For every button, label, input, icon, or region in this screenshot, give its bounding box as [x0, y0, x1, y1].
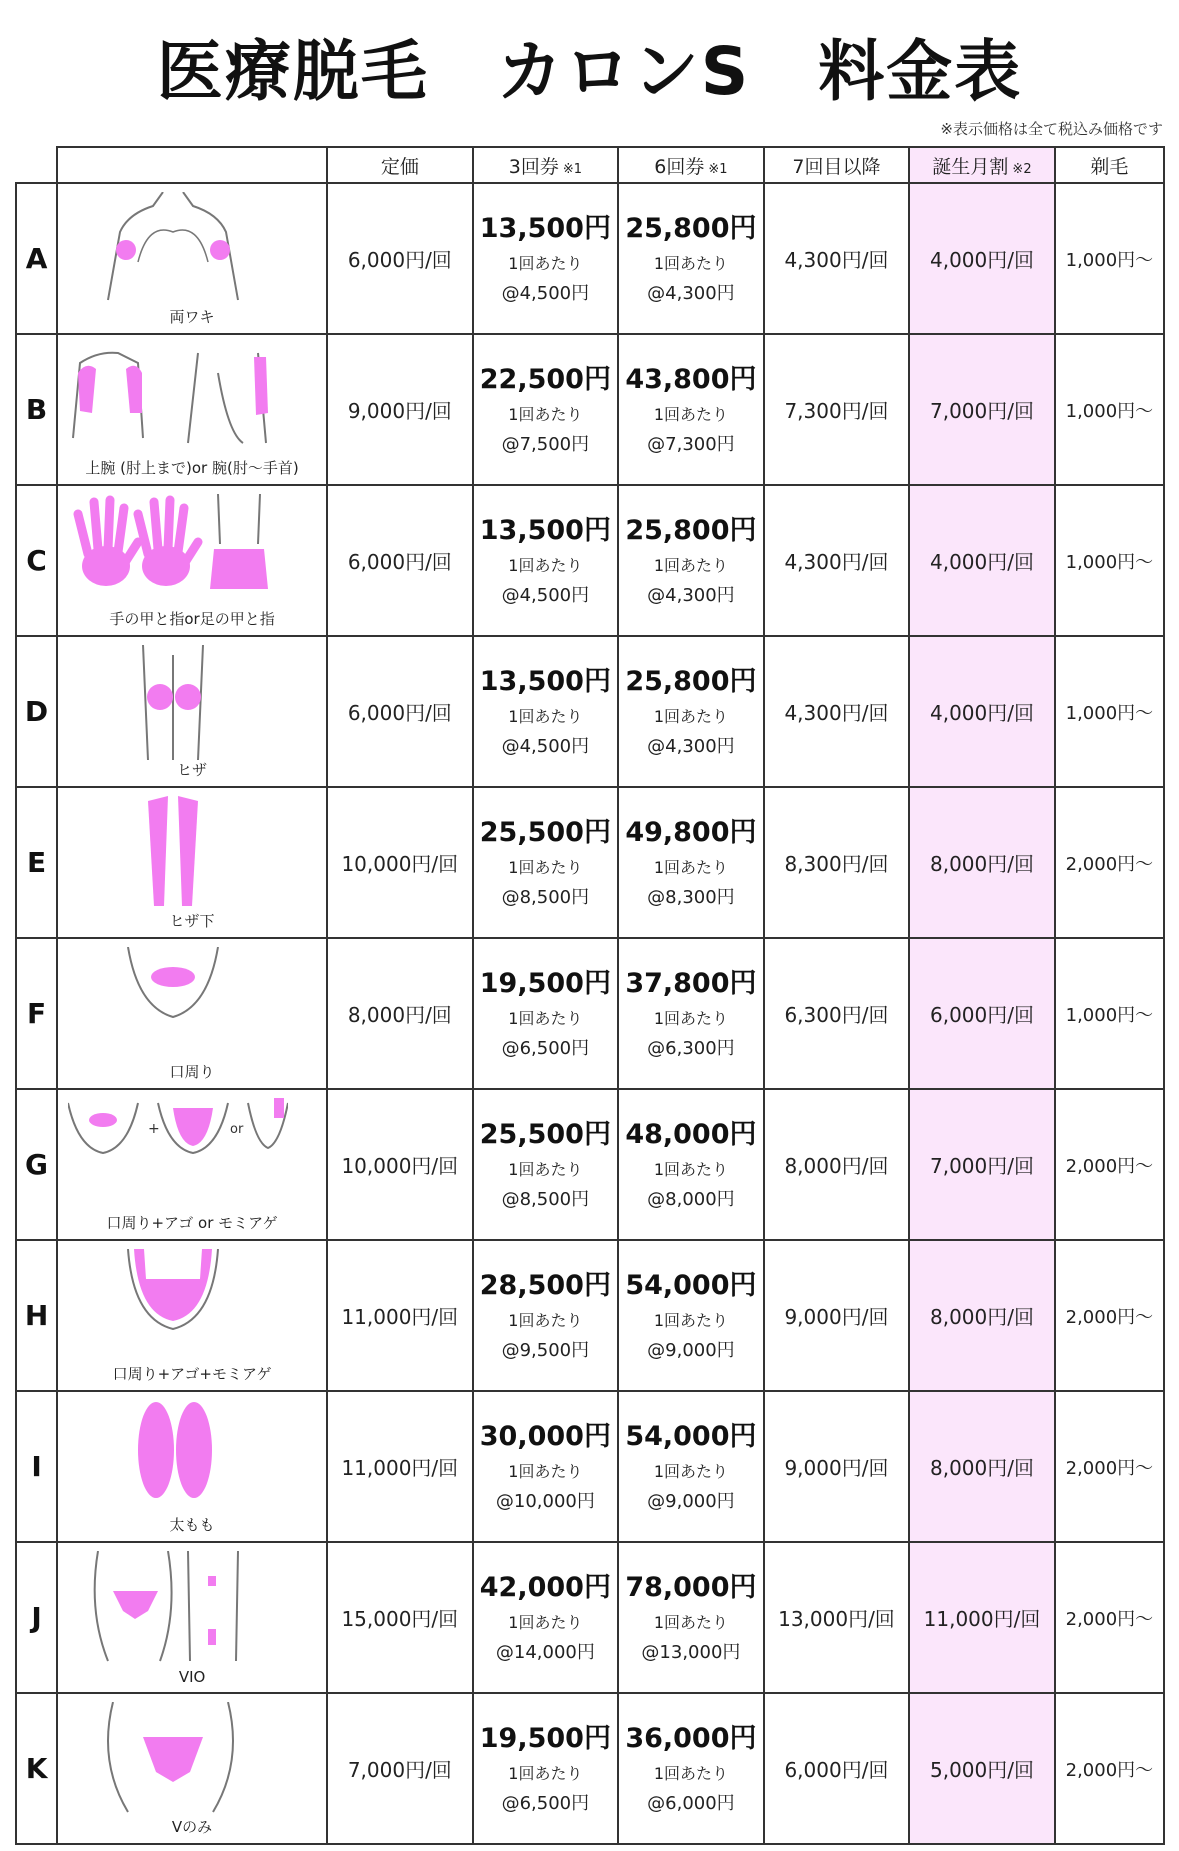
row-letter-cell	[16, 1391, 57, 1542]
six-ticket-cell	[618, 334, 764, 485]
per-session-label: 1回あたり	[653, 1612, 728, 1632]
area-illustration	[58, 1543, 326, 1692]
header-row	[16, 147, 1164, 183]
shaving-price: 1,000円〜	[1065, 249, 1154, 271]
six-ticket-price: 48,000円	[625, 1118, 757, 1150]
row-letter-cell	[16, 1693, 57, 1844]
shaving-price: 2,000円〜	[1065, 1155, 1154, 1177]
price-table	[15, 146, 1165, 1845]
six-ticket-unit-price: @4,300円	[647, 735, 735, 757]
shaving-price: 1,000円〜	[1065, 702, 1154, 724]
per-session-label: 1回あたり	[653, 1008, 728, 1028]
area-caption: ヒザ下	[169, 912, 215, 930]
shaving-price-cell	[1055, 787, 1164, 938]
row-letter-cell	[16, 1089, 57, 1240]
regular-price-cell	[327, 334, 473, 485]
three-ticket-unit-price: @4,500円	[501, 735, 590, 757]
three-ticket-cell	[473, 636, 619, 787]
shaving-price: 1,000円〜	[1065, 1004, 1154, 1026]
row-letter: H	[24, 1299, 49, 1332]
area-caption: 両ワキ	[169, 308, 215, 326]
seventh-price-cell	[764, 183, 910, 334]
birthday-price: 8,000円/回	[930, 1305, 1034, 1329]
birthday-price: 4,000円/回	[930, 248, 1034, 272]
regular-price: 11,000円/回	[341, 1456, 459, 1480]
table-row	[16, 787, 1164, 938]
row-letter: K	[25, 1752, 48, 1785]
per-session-label: 1回あたり	[508, 1310, 583, 1330]
header-birthday-label: 誕生月割	[932, 155, 1009, 178]
header-seventh-label: 7回目以降	[792, 155, 881, 178]
area-cell	[57, 1693, 327, 1844]
birthday-price-cell	[909, 938, 1055, 1089]
shaving-price: 2,000円〜	[1065, 1457, 1154, 1479]
three-ticket-cell	[473, 183, 619, 334]
area-cell	[57, 1089, 327, 1240]
per-session-label: 1回あたり	[508, 706, 583, 726]
table-row	[16, 1089, 1164, 1240]
per-session-label: 1回あたり	[653, 706, 728, 726]
area-caption: ヒザ	[177, 761, 208, 779]
regular-price-cell	[327, 636, 473, 787]
header-three-note: ※1	[562, 161, 582, 177]
three-ticket-cell	[473, 1240, 619, 1391]
regular-price-cell	[327, 787, 473, 938]
six-ticket-price: 37,800円	[625, 967, 757, 999]
seventh-price-cell	[764, 787, 910, 938]
per-session-label: 1回あたり	[653, 555, 728, 575]
area-illustration	[58, 1090, 326, 1239]
page-title: 医療脱毛 カロンS 料金表	[156, 33, 1023, 110]
header-area	[57, 147, 327, 183]
per-session-label: 1回あたり	[653, 1310, 728, 1330]
six-ticket-unit-price: @4,300円	[647, 584, 735, 606]
area-cell	[57, 1542, 327, 1693]
six-ticket-price: 49,800円	[625, 816, 757, 848]
header-regular-label: 定価	[380, 155, 419, 178]
birthday-price-cell	[909, 636, 1055, 787]
table-row	[16, 1693, 1164, 1844]
six-ticket-unit-price: @9,000円	[647, 1490, 735, 1512]
six-ticket-unit-price: @6,000円	[647, 1792, 735, 1814]
six-ticket-cell	[618, 485, 764, 636]
three-ticket-unit-price: @14,000円	[495, 1641, 595, 1663]
three-ticket-unit-price: @8,500円	[501, 1188, 590, 1210]
per-session-label: 1回あたり	[508, 1159, 583, 1179]
three-ticket-cell	[473, 787, 619, 938]
row-letter: F	[26, 997, 47, 1030]
header-three-label: 3回券	[508, 155, 559, 178]
per-session-label: 1回あたり	[653, 1763, 728, 1783]
three-ticket-unit-price: @4,500円	[501, 584, 590, 606]
shaving-price-cell	[1055, 1693, 1164, 1844]
regular-price: 8,000円/回	[347, 1003, 452, 1027]
row-letter-cell	[16, 334, 57, 485]
birthday-price-cell	[909, 787, 1055, 938]
birthday-price: 4,000円/回	[930, 550, 1034, 574]
three-ticket-cell	[473, 485, 619, 636]
seventh-price-cell	[764, 485, 910, 636]
header-birthday	[909, 147, 1055, 183]
three-ticket-unit-price: @10,000円	[495, 1490, 595, 1512]
row-letter: I	[31, 1450, 42, 1483]
regular-price-cell	[327, 1240, 473, 1391]
area-cell	[57, 1240, 327, 1391]
area-illustration	[58, 939, 326, 1088]
area-cell	[57, 485, 327, 636]
header-three	[473, 147, 619, 183]
per-session-label: 1回あたり	[508, 404, 583, 424]
header-shaving-label: 剃毛	[1090, 155, 1129, 178]
table-row	[16, 183, 1164, 334]
table-row	[16, 334, 1164, 485]
per-session-label: 1回あたり	[653, 253, 728, 273]
per-session-label: 1回あたり	[508, 555, 583, 575]
three-ticket-cell	[473, 1542, 619, 1693]
per-session-label: 1回あたり	[508, 1763, 583, 1783]
row-letter: B	[25, 393, 48, 426]
six-ticket-price: 43,800円	[625, 363, 757, 395]
regular-price-cell	[327, 1089, 473, 1240]
regular-price-cell	[327, 1693, 473, 1844]
header-six	[618, 147, 764, 183]
area-caption: 口周り+アゴ or モミアゲ	[106, 1214, 278, 1232]
area-caption: 上腕 (肘上まで)or 腕(肘〜手首)	[85, 459, 299, 477]
birthday-price: 11,000円/回	[923, 1607, 1041, 1631]
six-ticket-unit-price: @13,000円	[641, 1641, 741, 1663]
six-ticket-price: 54,000円	[625, 1420, 757, 1452]
three-ticket-cell	[473, 334, 619, 485]
shaving-price-cell	[1055, 183, 1164, 334]
six-ticket-cell	[618, 787, 764, 938]
seventh-price: 4,300円/回	[784, 248, 889, 272]
shaving-price: 2,000円〜	[1065, 1608, 1154, 1630]
birthday-price: 8,000円/回	[930, 1456, 1034, 1480]
shaving-price-cell	[1055, 1089, 1164, 1240]
six-ticket-unit-price: @4,300円	[647, 282, 735, 304]
per-session-label: 1回あたり	[508, 857, 583, 877]
svg-text:+: +	[148, 1121, 160, 1137]
six-ticket-price: 25,800円	[625, 665, 757, 697]
six-ticket-unit-price: @8,000円	[647, 1188, 735, 1210]
table-row	[16, 1542, 1164, 1693]
header-regular	[327, 147, 473, 183]
per-session-label: 1回あたり	[653, 1159, 728, 1179]
area-illustration	[58, 788, 326, 937]
area-cell	[57, 334, 327, 485]
birthday-price: 8,000円/回	[930, 852, 1034, 876]
regular-price: 7,000円/回	[347, 1758, 452, 1782]
area-caption: 口周り+アゴ+モミアゲ	[112, 1365, 272, 1383]
row-letter: J	[31, 1601, 42, 1634]
three-ticket-price: 28,500円	[479, 1269, 611, 1301]
three-ticket-price: 30,000円	[479, 1420, 611, 1452]
six-ticket-price: 54,000円	[625, 1269, 757, 1301]
area-cell	[57, 636, 327, 787]
three-ticket-cell	[473, 1391, 619, 1542]
seventh-price-cell	[764, 1542, 910, 1693]
per-session-label: 1回あたり	[508, 1461, 583, 1481]
table-row	[16, 636, 1164, 787]
six-ticket-cell	[618, 938, 764, 1089]
six-ticket-cell	[618, 1240, 764, 1391]
row-letter: D	[24, 695, 49, 728]
table-row	[16, 485, 1164, 636]
birthday-price: 7,000円/回	[930, 1154, 1034, 1178]
area-illustration	[58, 184, 326, 333]
area-illustration	[58, 637, 326, 786]
shaving-price-cell	[1055, 485, 1164, 636]
seventh-price: 8,000円/回	[784, 1154, 889, 1178]
seventh-price: 6,300円/回	[784, 1003, 889, 1027]
per-session-label: 1回あたり	[508, 1612, 583, 1632]
three-ticket-price: 25,500円	[479, 816, 611, 848]
birthday-price-cell	[909, 183, 1055, 334]
three-ticket-price: 13,500円	[479, 514, 611, 546]
seventh-price: 7,300円/回	[784, 399, 889, 423]
three-ticket-price: 42,000円	[479, 1571, 611, 1603]
shaving-price-cell	[1055, 1391, 1164, 1542]
area-illustration	[58, 1392, 326, 1541]
seventh-price-cell	[764, 334, 910, 485]
seventh-price: 8,300円/回	[784, 852, 889, 876]
header-shaving	[1055, 147, 1164, 183]
row-letter-cell	[16, 1240, 57, 1391]
area-cell	[57, 938, 327, 1089]
shaving-price: 1,000円〜	[1065, 551, 1154, 573]
six-ticket-cell	[618, 1391, 764, 1542]
header-blank	[16, 147, 57, 183]
shaving-price-cell	[1055, 636, 1164, 787]
row-letter-cell	[16, 636, 57, 787]
regular-price: 6,000円/回	[347, 701, 452, 725]
row-letter: C	[26, 544, 47, 577]
three-ticket-cell	[473, 938, 619, 1089]
regular-price: 9,000円/回	[347, 399, 452, 423]
six-ticket-unit-price: @6,300円	[647, 1037, 735, 1059]
area-illustration	[58, 335, 326, 484]
three-ticket-price: 13,500円	[479, 212, 611, 244]
per-session-label: 1回あたり	[508, 1008, 583, 1028]
three-ticket-unit-price: @6,500円	[501, 1037, 590, 1059]
six-ticket-price: 25,800円	[625, 212, 757, 244]
shaving-price: 2,000円〜	[1065, 1759, 1154, 1781]
per-session-label: 1回あたり	[653, 404, 728, 424]
row-letter-cell	[16, 938, 57, 1089]
three-ticket-unit-price: @6,500円	[501, 1792, 590, 1814]
three-ticket-unit-price: @8,500円	[501, 886, 590, 908]
seventh-price-cell	[764, 1089, 910, 1240]
shaving-price-cell	[1055, 1240, 1164, 1391]
six-ticket-unit-price: @8,300円	[647, 886, 735, 908]
table-row	[16, 938, 1164, 1089]
area-caption: 口周り	[169, 1063, 215, 1081]
six-ticket-cell	[618, 1542, 764, 1693]
area-illustration	[58, 1694, 326, 1843]
seventh-price: 9,000円/回	[784, 1456, 889, 1480]
six-ticket-price: 78,000円	[625, 1571, 757, 1603]
tax-note: ※表示価格は全て税込み価格です	[940, 120, 1163, 138]
birthday-price: 4,000円/回	[930, 701, 1034, 725]
six-ticket-unit-price: @9,000円	[647, 1339, 735, 1361]
regular-price-cell	[327, 938, 473, 1089]
three-ticket-price: 19,500円	[479, 1722, 611, 1754]
seventh-price-cell	[764, 1240, 910, 1391]
birthday-price-cell	[909, 1542, 1055, 1693]
shaving-price: 1,000円〜	[1065, 400, 1154, 422]
birthday-price-cell	[909, 334, 1055, 485]
birthday-price-cell	[909, 1391, 1055, 1542]
seventh-price-cell	[764, 938, 910, 1089]
header-seventh	[764, 147, 910, 183]
row-letter-cell	[16, 787, 57, 938]
seventh-price: 9,000円/回	[784, 1305, 889, 1329]
per-session-label: 1回あたり	[508, 253, 583, 273]
six-ticket-price: 25,800円	[625, 514, 757, 546]
three-ticket-unit-price: @7,500円	[501, 433, 590, 455]
per-session-label: 1回あたり	[653, 857, 728, 877]
regular-price: 10,000円/回	[341, 1154, 459, 1178]
shaving-price-cell	[1055, 334, 1164, 485]
seventh-price: 4,300円/回	[784, 550, 889, 574]
birthday-price-cell	[909, 1089, 1055, 1240]
area-cell	[57, 787, 327, 938]
header-birthday-note: ※2	[1012, 161, 1032, 177]
regular-price: 6,000円/回	[347, 550, 452, 574]
row-letter-cell	[16, 183, 57, 334]
shaving-price-cell	[1055, 938, 1164, 1089]
seventh-price: 4,300円/回	[784, 701, 889, 725]
area-caption: 太もも	[169, 1516, 215, 1534]
area-illustration	[58, 486, 326, 635]
regular-price-cell	[327, 485, 473, 636]
birthday-price-cell	[909, 1693, 1055, 1844]
three-ticket-price: 19,500円	[479, 967, 611, 999]
six-ticket-cell	[618, 636, 764, 787]
header-six-label: 6回券	[654, 155, 705, 178]
regular-price-cell	[327, 1391, 473, 1542]
shaving-price-cell	[1055, 1542, 1164, 1693]
birthday-price-cell	[909, 1240, 1055, 1391]
svg-text:or: or	[230, 1122, 244, 1137]
row-letter: A	[25, 242, 48, 275]
birthday-price: 7,000円/回	[930, 399, 1034, 423]
area-cell	[57, 183, 327, 334]
birthday-price: 6,000円/回	[930, 1003, 1034, 1027]
three-ticket-cell	[473, 1693, 619, 1844]
six-ticket-cell	[618, 1089, 764, 1240]
shaving-price: 2,000円〜	[1065, 853, 1154, 875]
row-letter-cell	[16, 485, 57, 636]
birthday-price: 5,000円/回	[930, 1758, 1034, 1782]
birthday-price-cell	[909, 485, 1055, 636]
area-caption: VIO	[178, 1668, 206, 1686]
three-ticket-price: 22,500円	[479, 363, 611, 395]
table-row	[16, 1391, 1164, 1542]
table-row	[16, 1240, 1164, 1391]
three-ticket-price: 25,500円	[479, 1118, 611, 1150]
area-cell	[57, 1391, 327, 1542]
area-caption: 手の甲と指or足の甲と指	[109, 610, 275, 628]
area-caption: Vのみ	[171, 1818, 213, 1836]
six-ticket-cell	[618, 183, 764, 334]
six-ticket-unit-price: @7,300円	[647, 433, 735, 455]
three-ticket-unit-price: @4,500円	[501, 282, 590, 304]
seventh-price-cell	[764, 1693, 910, 1844]
per-session-label: 1回あたり	[653, 1461, 728, 1481]
six-ticket-price: 36,000円	[625, 1722, 757, 1754]
seventh-price-cell	[764, 636, 910, 787]
regular-price: 6,000円/回	[347, 248, 452, 272]
regular-price-cell	[327, 183, 473, 334]
regular-price-cell	[327, 1542, 473, 1693]
area-illustration	[58, 1241, 326, 1390]
header-six-note: ※1	[708, 161, 728, 177]
three-ticket-unit-price: @9,500円	[501, 1339, 590, 1361]
shaving-price: 2,000円〜	[1065, 1306, 1154, 1328]
regular-price: 15,000円/回	[341, 1607, 459, 1631]
seventh-price-cell	[764, 1391, 910, 1542]
seventh-price: 6,000円/回	[784, 1758, 889, 1782]
three-ticket-cell	[473, 1089, 619, 1240]
six-ticket-cell	[618, 1693, 764, 1844]
seventh-price: 13,000円/回	[778, 1607, 895, 1631]
row-letter-cell	[16, 1542, 57, 1693]
row-letter: G	[25, 1148, 49, 1181]
three-ticket-price: 13,500円	[479, 665, 611, 697]
regular-price: 11,000円/回	[341, 1305, 459, 1329]
regular-price: 10,000円/回	[341, 852, 459, 876]
row-letter: E	[26, 846, 47, 879]
